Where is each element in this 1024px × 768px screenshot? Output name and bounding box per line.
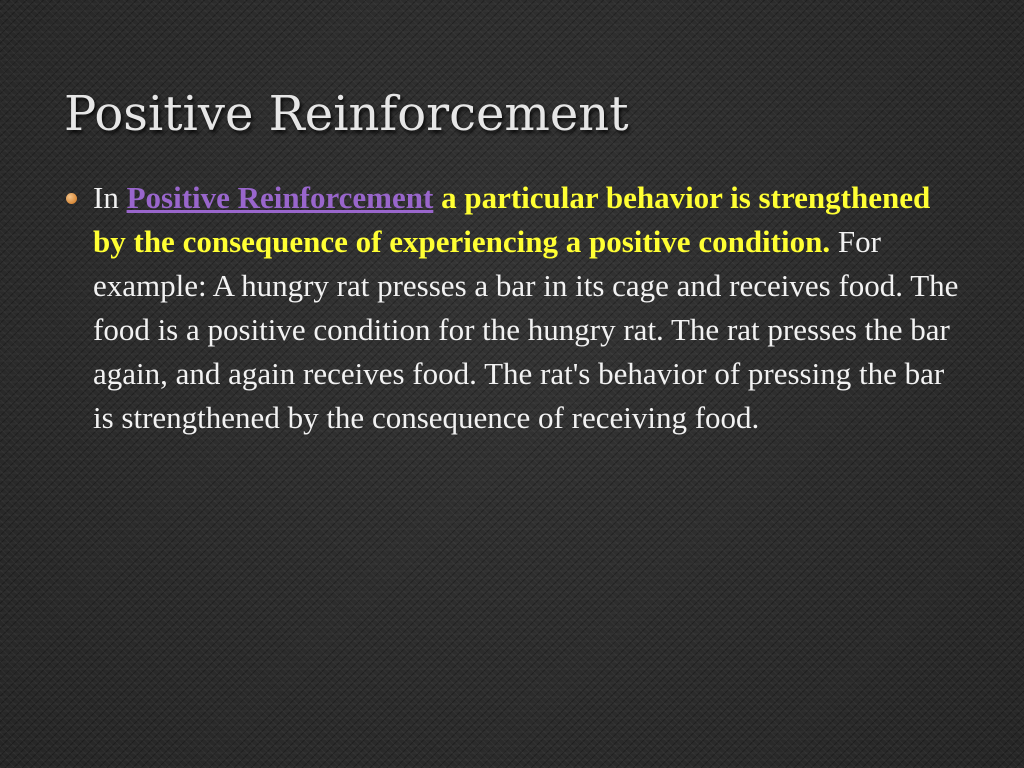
slide-title: Positive Reinforcement (64, 86, 629, 142)
bullet-intro: In (93, 180, 127, 215)
slide-body (64, 176, 964, 440)
positive-reinforcement-link[interactable]: Positive Reinforcement (126, 180, 434, 215)
bullet-dot-icon (66, 193, 77, 204)
example-text: For example: A hungry rat presses a bar in its cage and receives food. The food is a positive condition for the hungry rat. The rat presses the bar again, and again receives food. The rat's behavior of pressing the bar is strengthened by the consequence of receiving food. (93, 224, 959, 435)
bullet-gap (433, 180, 441, 215)
bullet-text (93, 176, 964, 440)
bullet-item (64, 176, 964, 440)
definition-emphasis: a particular behavior is strengthened by the consequence of experiencing a positive condition. (93, 180, 931, 259)
